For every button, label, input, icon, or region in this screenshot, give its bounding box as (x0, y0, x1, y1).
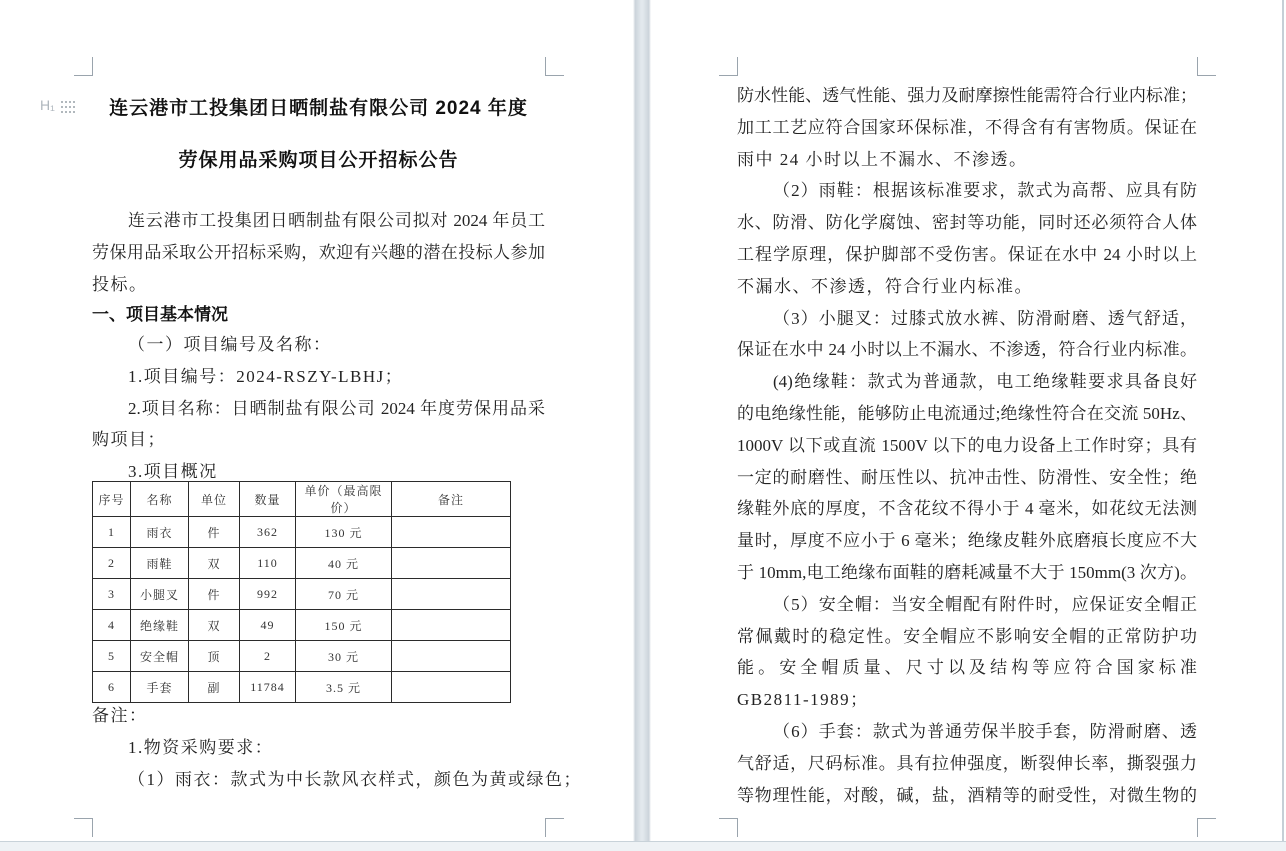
window-right-border (1282, 0, 1284, 842)
crop-mark-icon (1197, 818, 1216, 837)
text-line: 备注： (92, 706, 148, 725)
text-line: 不漏水、不渗透，符合行业内标准。 (737, 276, 1033, 296)
text-line: 等物理性能，对酸，碱，盐，酒精等的耐受性，对微生物的 (737, 785, 1197, 805)
cell-price: 150 元 (296, 610, 392, 641)
text-line: 1.物资采购要求： (128, 737, 274, 757)
crop-mark-icon (1197, 57, 1216, 76)
text-line: （3）小腿叉：过膝式放水裤、防滑耐磨、透气舒适， (773, 308, 1197, 328)
cell-qty: 11784 (240, 672, 296, 703)
col-header-qty: 数量 (240, 482, 296, 517)
text-line: 的电绝缘性能，能够防止电流通过;绝缘性符合在交流 50Hz、 (737, 403, 1197, 423)
crop-mark-icon (74, 818, 93, 837)
text-line: 工程学原理，保护脚部不受伤害。保证在水中 24 小时以上 (737, 244, 1197, 264)
cell-unit: 副 (189, 672, 240, 703)
col-header-name: 名称 (131, 482, 189, 517)
cell-unit: 件 (189, 517, 240, 548)
col-header-remark: 备注 (392, 482, 511, 517)
text-line: 保证在水中 24 小时以上不漏水、不渗透，符合行业内标准。 (737, 340, 1197, 360)
text-line: (4)绝缘鞋：款式为普通款，电工绝缘鞋要求具备良好 (773, 372, 1197, 392)
table-row (93, 517, 511, 548)
page-gap (633, 0, 651, 850)
cell-qty: 110 (240, 548, 296, 579)
cell-seq: 5 (93, 641, 131, 672)
text-line: （6）手套：款式为普通劳保半胶手套，防滑耐磨、透 (773, 721, 1197, 741)
cell-name: 小腿叉 (131, 579, 189, 610)
goods-table (92, 481, 511, 703)
cell-qty: 362 (240, 517, 296, 548)
cell-unit: 双 (189, 548, 240, 579)
col-header-price: 单价（最高限价） (296, 482, 392, 517)
text-line: 3.项目概况 (128, 462, 218, 482)
text-line: 1.项目编号：2024-RSZY-LBHJ； (128, 366, 404, 386)
document-page-2[interactable] (651, 0, 1283, 850)
text-line: 加工工艺应符合国家环保标准，不得含有有害物质。保证在 (737, 117, 1197, 137)
cell-price: 30 元 (296, 641, 392, 672)
text-line: 雨中 24 小时以上不漏水、不渗透。 (737, 149, 1028, 169)
text-line: （2）雨鞋：根据该标准要求，款式为高帮、应具有防 (773, 181, 1197, 201)
text-line: 1000V 以下或直流 1500V 以下的电力设备上工作时穿；具有 (737, 435, 1197, 455)
document-title-line-2: 劳保用品采购项目公开招标公告 (178, 150, 459, 171)
cell-name: 安全帽 (131, 641, 189, 672)
text-line: 常佩戴时的稳定性。安全帽应不影响安全帽的正常防护功 (737, 626, 1197, 646)
cell-remark (392, 672, 511, 703)
text-line: （1）雨衣：款式为中长款风衣样式，颜色为黄或绿色； (128, 769, 582, 789)
text-line: 防水性能、透气性能、强力及耐摩擦性能需符合行业内标准； (737, 86, 1197, 105)
document-page-1[interactable] (0, 0, 633, 850)
cell-qty: 992 (240, 579, 296, 610)
cell-qty: 2 (240, 641, 296, 672)
text-line: 于 10mm,电工绝缘布面鞋的磨耗减量不大于 150mm(3 次方)。 (737, 562, 1197, 582)
text-line: （5）安全帽：当安全帽配有附件时，应保证安全帽正 (773, 594, 1197, 614)
crop-mark-icon (719, 57, 738, 76)
cell-unit: 双 (189, 610, 240, 641)
cell-price: 130 元 (296, 517, 392, 548)
remarks-block (92, 700, 582, 795)
col-header-unit: 单位 (189, 482, 240, 517)
text-line: 投标。 (92, 274, 148, 294)
heading-level-badge: H₁ (40, 97, 55, 113)
cell-name: 绝缘鞋 (131, 610, 189, 641)
cell-unit: 顶 (189, 641, 240, 672)
col-header-seq: 序号 (93, 482, 131, 517)
cell-price: 70 元 (296, 579, 392, 610)
cell-seq: 3 (93, 579, 131, 610)
intro-paragraph (92, 205, 545, 300)
cell-unit: 件 (189, 579, 240, 610)
cell-seq: 4 (93, 610, 131, 641)
text-line: 气舒适，尺码标准。具有拉伸强度，断裂伸长率，撕裂强力 (737, 753, 1197, 773)
document-title-line-1: 连云港市工投集团日晒制盐有限公司 2024 年度 (109, 98, 528, 119)
text-line: 2.项目名称：日晒制盐有限公司 2024 年度劳保用品采 (128, 398, 545, 418)
requirements-text (737, 80, 1197, 811)
cell-name: 雨衣 (131, 517, 189, 548)
table-row (93, 672, 511, 703)
crop-mark-icon (545, 818, 564, 837)
cell-remark (392, 579, 511, 610)
cell-name: 手套 (131, 672, 189, 703)
text-line: 购项目； (92, 430, 166, 450)
text-line: GB2811-1989； (737, 690, 869, 710)
cell-seq: 6 (93, 672, 131, 703)
table-row (93, 610, 511, 641)
text-line: 量时，厚度不应小于 6 毫米；绝缘皮鞋外底磨痕长度应不大 (737, 531, 1197, 551)
cell-price: 40 元 (296, 548, 392, 579)
cell-remark (392, 517, 511, 548)
table-row (93, 579, 511, 610)
section-heading: 一、项目基本情况 (92, 305, 228, 324)
drag-handle-icon[interactable] (61, 101, 76, 114)
text-line: 一定的耐磨性、耐压性以、抗冲击性、防滑性、安全性；绝 (737, 467, 1197, 487)
cell-seq: 1 (93, 517, 131, 548)
crop-mark-icon (74, 57, 93, 76)
text-line: 能。安全帽质量、尺寸以及结构等应符合国家标准 (737, 658, 1197, 678)
cell-seq: 2 (93, 548, 131, 579)
cell-price: 3.5 元 (296, 672, 392, 703)
text-line: 劳保用品采取公开招标采购，欢迎有兴趣的潜在投标人参加 (92, 242, 545, 262)
cell-qty: 49 (240, 610, 296, 641)
table-header-row (93, 482, 511, 517)
text-line: 缘鞋外底的厚度，不含花纹不得小于 4 毫米，如花纹无法测 (737, 499, 1197, 519)
cell-remark (392, 610, 511, 641)
crop-mark-icon (545, 57, 564, 76)
cell-remark (392, 548, 511, 579)
text-line: 水、防滑、防化学腐蚀、密封等功能，同时还必须符合人体 (737, 213, 1197, 233)
cell-name: 雨鞋 (131, 548, 189, 579)
text-line: （一）项目编号及名称： (128, 335, 332, 354)
cell-remark (392, 641, 511, 672)
table-row (93, 548, 511, 579)
table-row (93, 641, 511, 672)
crop-mark-icon (719, 818, 738, 837)
text-line: 连云港市工投集团日晒制盐有限公司拟对 2024 年员工 (128, 211, 545, 230)
project-info-list (92, 329, 545, 488)
